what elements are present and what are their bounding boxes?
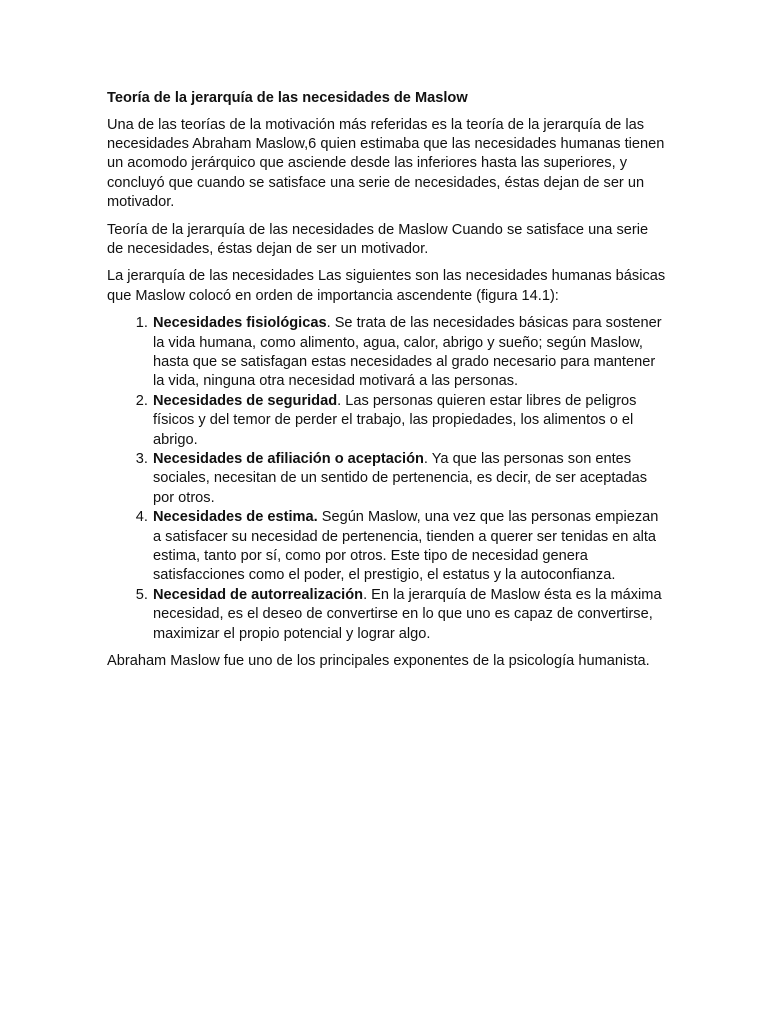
list-item	[152, 314, 668, 392]
paragraph-closing: Abraham Maslow fue uno de los principales exponentes de la psicología humanista.	[107, 653, 650, 670]
list-item-term: Necesidad de autorrealización	[153, 586, 364, 603]
list-item-text: . Se trata de las necesidades básicas para sostener la vida humana, como alimento, agua, calor, abrigo y sueño; según Maslow, hasta que se satisfagan estas necesidades al grado necesario para mantener la vida, ninguna otra necesidad motivará a las personas.	[153, 315, 662, 390]
needs-list	[107, 314, 668, 644]
list-item-term: Necesidades de estima.	[153, 509, 318, 526]
paragraph-summary: Teoría de la jerarquía de las necesidades de Maslow Cuando se satisface una serie de necesidades, éstas dejan de ser un motivador.	[107, 221, 649, 257]
list-item-text: . En la jerarquía de Maslow ésta es la máxima necesidad, es el deseo de convertirse en lo que uno es capaz de convertirse, maximizar el propio potencial y lograr algo.	[153, 586, 662, 642]
document-title: Teoría de la jerarquía de las necesidades de Maslow	[107, 90, 468, 106]
list-item-text: Según Maslow, una vez que las personas empiezan a satisfacer su necesidad de pertenencia, tienden a querer ser tenidas en alta estima, tanto por sí, como por otros. Este tipo de necesidad genera satisfacciones como el poder, el prestigio, el estatus y la autoconfianza.	[153, 509, 659, 584]
list-item	[152, 392, 668, 450]
paragraph-list-intro: La jerarquía de las necesidades Las siguientes son las necesidades humanas básicas que Maslow colocó en orden de importancia ascendente (figura 14.1):	[107, 268, 666, 304]
list-item-term: Necesidades fisiológicas	[153, 315, 327, 332]
list-item-term: Necesidades de seguridad	[153, 392, 338, 409]
paragraph-intro: Una de las teorías de la motivación más referidas es la teoría de la jerarquía de las necesidades Abraham Maslow,6 quien estimaba que las necesidades humanas tienen un acomodo jerárquico que asciende desde las inferiores hasta las superiores, y concluyó que cuando se satisface una serie de necesidades, éstas dejan de ser un motivador.	[107, 116, 665, 211]
list-item	[152, 450, 668, 508]
list-item-text: . Las personas quieren estar libres de peligros físicos y del temor de perder el trabajo, las propiedades, los alimentos o el abrigo.	[153, 392, 637, 448]
list-item-text: . Ya que las personas son entes sociales, necesitan de un sentido de pertenencia, es decir, de ser aceptadas por otros.	[153, 451, 648, 506]
list-item	[152, 586, 668, 644]
list-item-term: Necesidades de afiliación o aceptación	[153, 451, 424, 467]
list-item	[152, 508, 668, 586]
